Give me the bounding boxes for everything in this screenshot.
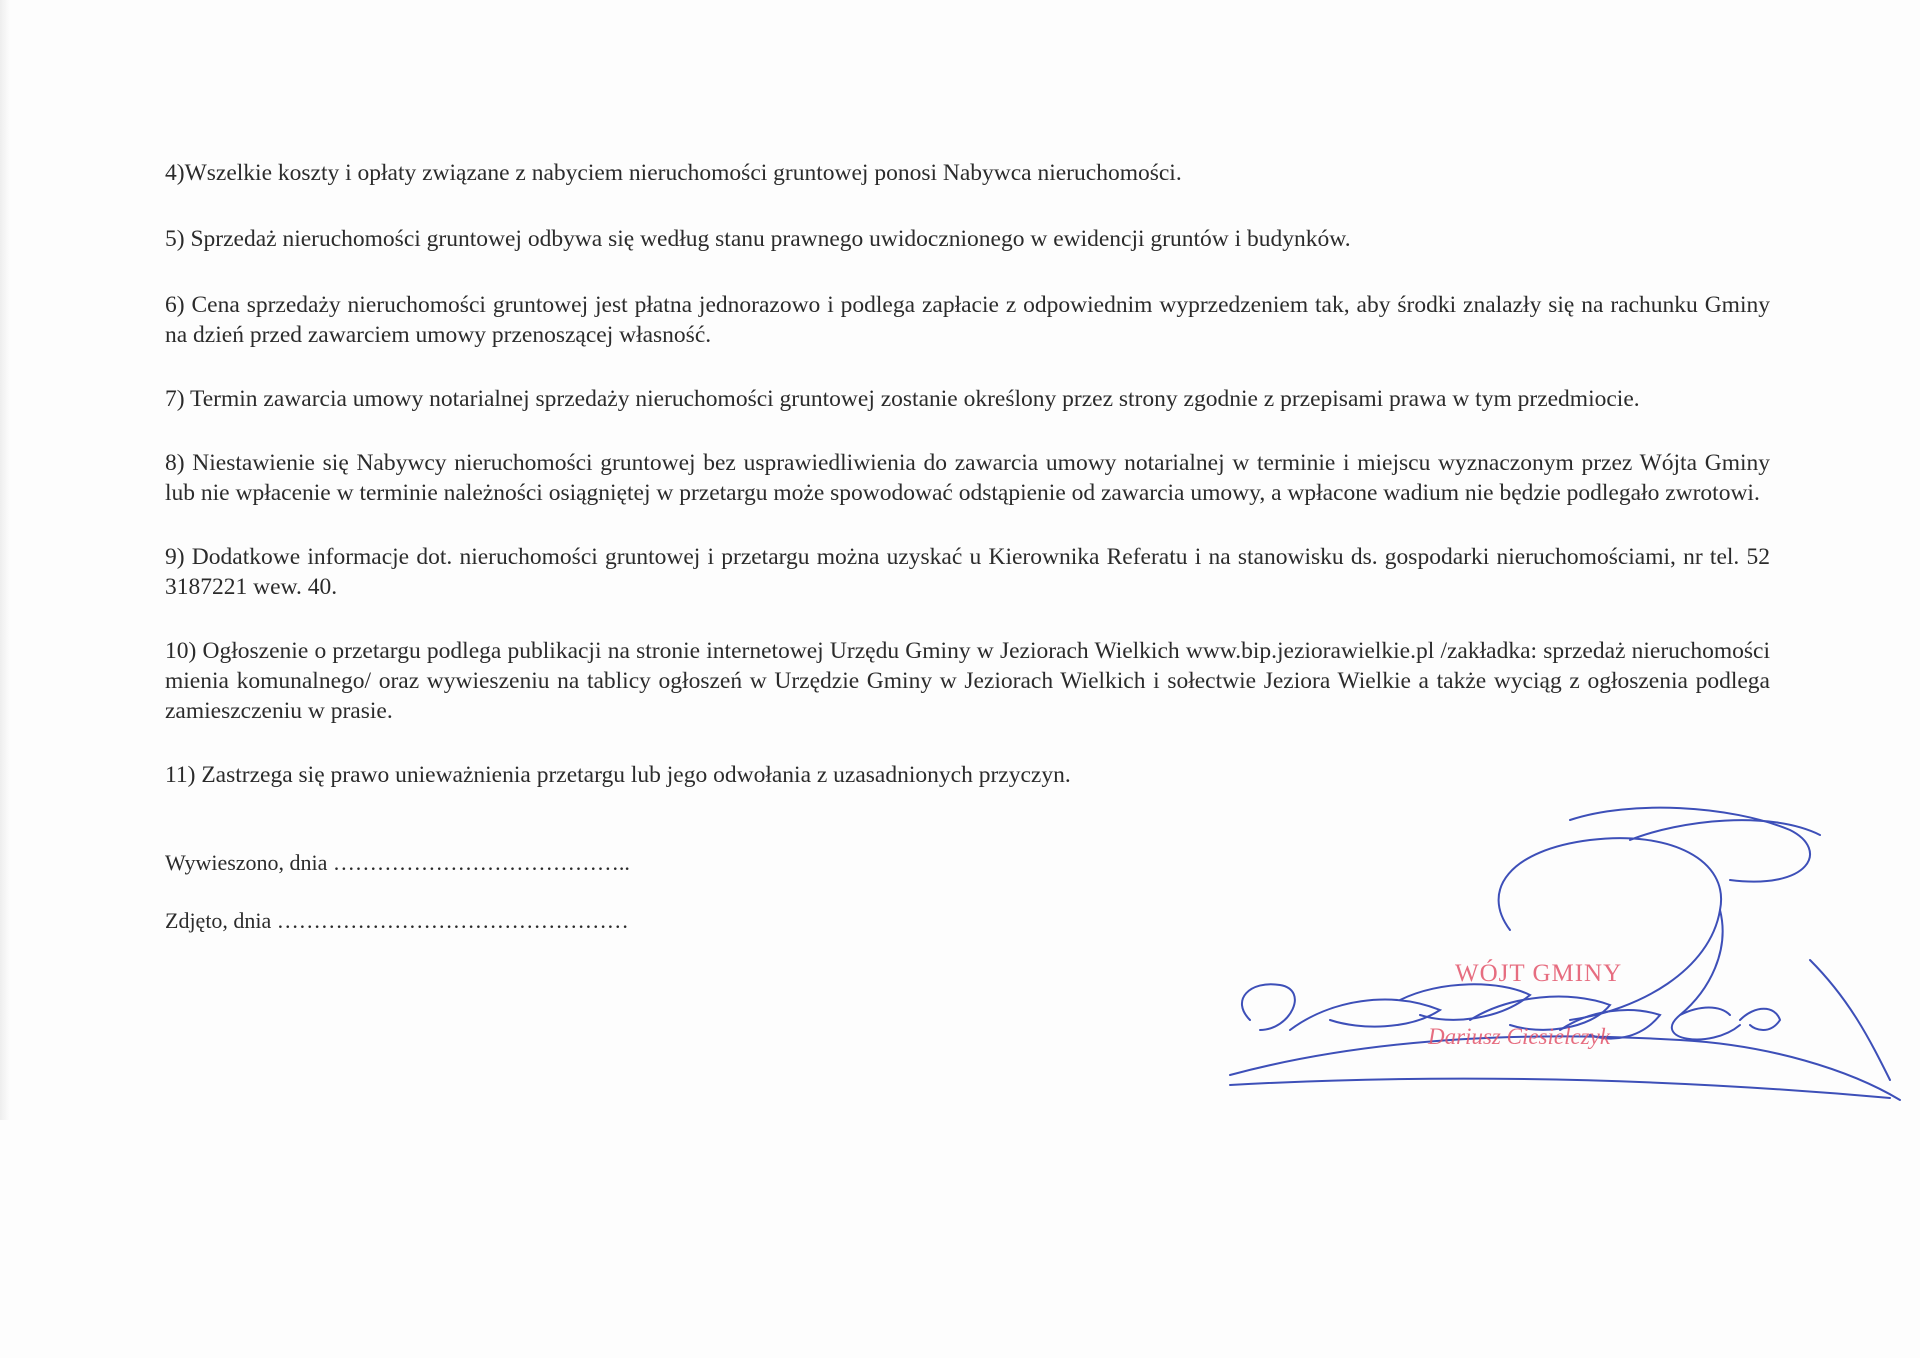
scan-edge-shadow bbox=[0, 0, 10, 1120]
clause-4: 4)Wszelkie koszty i opłaty związane z nabyciem nieruchomości gruntowej ponosi Nabywca nieruchomości. bbox=[165, 160, 1182, 186]
clause-7: 7) Termin zawarcia umowy notarialnej sprzedaży nieruchomości gruntowej zostanie określony przez strony zgodnie z przepisami prawa w tym przedmiocie. bbox=[165, 386, 1640, 412]
stamp-name: Dariusz Ciesielczyk bbox=[1428, 1024, 1611, 1049]
clause-5: 5) Sprzedaż nieruchomości gruntowej odbywa się według stanu prawnego uwidocznionego w ewidencji gruntów i budynków. bbox=[165, 226, 1351, 252]
clause-9: 9) Dodatkowe informacje dot. nieruchomości gruntowej i przetargu można uzyskać u Kierownika Referatu i na stanowisku ds. gospodarki nieruchomościami, nr tel. 52 3187221 wew. 40. bbox=[165, 544, 1770, 600]
clause-6: 6) Cena sprzedaży nieruchomości gruntowej jest płatna jednorazowo i podlega zapłacie z odpowiednim wyprzedzeniem tak, aby środki znalazły się na rachunku Gminy na dzień przed zawarciem umowy przenoszącej własność. bbox=[165, 292, 1770, 348]
clause-11: 11) Zastrzega się prawo unieważnienia przetargu lub jego odwołania z uzasadnionych przyczyn. bbox=[165, 762, 1071, 788]
removed-date-line: Zdjęto, dnia ………………………………………… bbox=[165, 908, 629, 933]
stamp-title: WÓJT GMINY bbox=[1455, 960, 1623, 987]
clause-10: 10) Ogłoszenie o przetargu podlega publikacji na stronie internetowej Urzędu Gminy w Jeziorach Wielkich www.bip.jeziorawielkie.pl /zakładka: sprzedaż nieruchomości mienia komunalnego/ oraz wywieszeniu na tablicy ogłoszeń w Urzędzie Gminy w Jeziorach Wielkich i sołectwie Jeziora Wielkie a także wyciąg z ogłoszenia podlega zamieszczeniu w prasie. bbox=[165, 638, 1770, 724]
clause-8: 8) Niestawienie się Nabywcy nieruchomości gruntowej bez usprawiedliwienia do zawarcia umowy notarialnej w terminie i miejscu wyznaczonym przez Wójta Gminy lub nie wpłacenie w terminie należności osiągniętej w przetargu może spowodować odstąpienie od zawarcia umowy, a wpłacone wadium nie będzie podlegało zwrotowi. bbox=[165, 450, 1770, 506]
posted-date-line: Wywieszono, dnia ………………………………….. bbox=[165, 850, 630, 875]
handwritten-signature bbox=[1210, 780, 1910, 1120]
